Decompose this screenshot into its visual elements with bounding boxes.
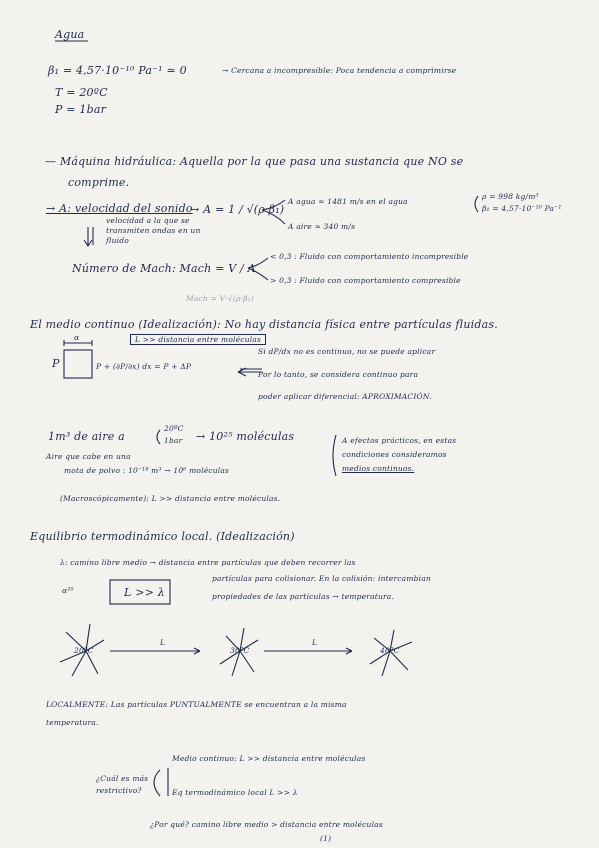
temp-2: 30ºC — [230, 646, 250, 655]
aire-cond-1: 20ºC — [164, 424, 184, 433]
lambda-box-label: L >> λ — [124, 586, 165, 599]
lambda-line-2: partículas para colisionar. En la colisión: intercambian — [212, 574, 431, 583]
alpha-left: α²⁰ — [62, 586, 74, 595]
aire-speed: A aire ≈ 340 m/s — [288, 222, 356, 231]
segment-label-1: L — [160, 638, 166, 647]
efectos-line-1: A efectos prácticos, en estas — [342, 436, 457, 445]
medio-title: El medio continuo (Idealización): No hay distancia física entre partículas fluidas. — [30, 318, 498, 331]
sound-speed-formula: → A = 1 / √(ρ·β₁) — [190, 203, 285, 216]
agua-speed: A agua ≈ 1481 m/s en el agua — [288, 197, 408, 206]
mach-number: Número de Mach: Mach = V / A — [72, 262, 256, 275]
aire-line: 1m³ de aire a — [48, 430, 125, 443]
sound-speed-def: → A: velocidad del sonido — [46, 202, 193, 215]
sound-speed-sub-2: transmiten ondas en un — [106, 226, 201, 235]
mach-gt: > 0,3 : Fluido con comportamiento compresible — [270, 276, 461, 285]
agua-title: Agua — [55, 28, 85, 41]
equil-title: Equilibrio termodinámico local. (Idealización) — [30, 530, 295, 543]
medio-comparison: Medio continuo: L >> distancia entre moléculas — [172, 754, 366, 763]
porque-line: ¿Por qué? camino libre medio > distancia entre moléculas — [150, 820, 383, 829]
maquina-line-2: comprime. — [68, 176, 130, 189]
beta-value: β₁ = 4,57·10⁻¹⁰ Pa⁻¹ ≃ 0 — [48, 64, 187, 77]
agua-cond-1: ρ = 998 kg/m³ — [482, 192, 539, 201]
page-number: (1) — [320, 834, 332, 843]
question-line-2: restrictivo? — [96, 786, 142, 795]
temp-3: 40ºC — [380, 646, 400, 655]
temp-1: 20ºC — [74, 646, 94, 655]
segment-label-2: L — [312, 638, 318, 647]
localmente-line-2: temperatura. — [46, 718, 99, 727]
lambda-line-1: λ: camino libre medio → distancia entre partículas que deben recorrer las — [60, 558, 356, 567]
question-line-1: ¿Cuál es más — [96, 774, 149, 783]
beta-note: → Cercana a incompresible: Poca tendencia a comprimirse — [222, 66, 457, 75]
localmente-line-1: LOCALMENTE: Las partículas PUNTUALMENTE se encuentran a la misma — [46, 700, 347, 709]
maquina-line-1: — Máquina hidráulica: Aquella por la que pasa una sustancia que NO se — [45, 155, 464, 168]
equil-comparison: Eq termodinámico local L >> λ — [172, 788, 298, 797]
agua-cond-2: β₁ = 4,57·10⁻¹⁰ Pa⁻¹ — [482, 204, 562, 213]
lambda-line-3: propiedades de las partículas → temperatura. — [212, 592, 395, 601]
sound-speed-sub-1: velocidad a la que se — [106, 216, 190, 225]
mach-lt: < 0,3 : Fluido con comportamiento incompresible — [270, 252, 469, 261]
polvo-line-1: Aire que cabe en una — [46, 452, 131, 461]
aire-result: → 10²⁵ moléculas — [196, 430, 295, 443]
efectos-line-2: condiciones consideramos — [342, 450, 447, 459]
mach-faint-formula: Mach = V·√(ρ·β₁) — [186, 294, 255, 303]
tanto-line: Por lo tanto, se considera continuo para — [258, 370, 419, 379]
poder-line: poder aplicar diferencial: APROXIMACIÓN. — [258, 392, 432, 401]
pressure-value: P = 1bar — [55, 103, 107, 116]
sound-speed-sub-3: fluido — [106, 236, 129, 245]
efectos-line-3: medios continuos. — [342, 464, 415, 473]
box-equation: P + (∂P/∂x) dx = P + ΔP — [96, 362, 192, 371]
aire-cond-2: 1bar — [164, 436, 183, 445]
temperature-value: T = 20ºC — [55, 86, 108, 99]
box-p: P — [52, 357, 60, 370]
box-alpha: α — [74, 333, 80, 342]
medio-boxed: L >> distancia entre moléculas — [130, 334, 266, 345]
macro-line: (Macroscópicamente): L >> distancia entre moléculas. — [60, 494, 281, 503]
si-line: Si dP/dx no es continuo, no se puede aplicar — [258, 347, 436, 356]
polvo-line-2: mota de polvo : 10⁻¹⁸ m³ → 10⁶ moléculas — [64, 466, 230, 475]
